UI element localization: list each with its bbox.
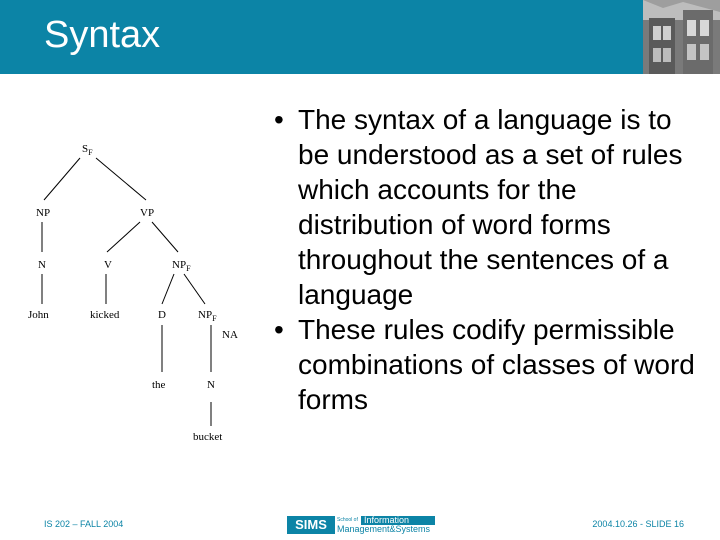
logo-information: Information — [361, 516, 435, 525]
node-n2: N — [207, 379, 215, 391]
edge-np2-np3 — [184, 274, 205, 304]
leaf-the: the — [152, 379, 166, 391]
node-n: N — [38, 259, 46, 271]
edge-s-np — [44, 158, 80, 200]
edge-np2-d — [162, 274, 174, 304]
edge-s-vp — [96, 158, 146, 200]
sims-logo — [287, 516, 437, 534]
building-photo — [643, 0, 720, 74]
leaf-bucket: bucket — [193, 431, 223, 443]
footer-course: IS 202 – FALL 2004 — [44, 519, 124, 529]
edge-vp-v — [107, 222, 140, 252]
node-np3: $NP_F$ — [198, 309, 217, 323]
bullet-item: • These rules codify permissible combinations of classes of word forms — [276, 312, 706, 417]
title-bar — [0, 0, 720, 74]
node-d: D — [158, 309, 166, 321]
leaf-kicked: kicked — [90, 309, 120, 321]
bullet-list — [276, 102, 706, 417]
syntax-tree — [0, 120, 250, 460]
edge-vp-np — [152, 222, 178, 252]
annotation-na: NA — [222, 329, 238, 341]
bullet-item: • The syntax of a language is to be understood as a set of rules which accounts for the distribution of word forms throughout the sentences of a language — [276, 102, 706, 312]
logo-sims-text: SIMS — [287, 516, 335, 534]
node-v: V — [104, 259, 112, 271]
node-s: $S_F$ — [82, 143, 93, 157]
node-np: NP — [36, 207, 51, 219]
logo-management: Management&Systems — [337, 524, 431, 534]
node-vp: VP — [140, 207, 155, 219]
footer-slide-number: 2004.10.26 - SLIDE 16 — [592, 519, 684, 529]
logo-school-of: School of — [337, 517, 358, 523]
leaf-john: John — [28, 309, 49, 321]
node-np2: $NP_F$ — [172, 259, 191, 273]
slide-title: Syntax — [44, 14, 161, 56]
